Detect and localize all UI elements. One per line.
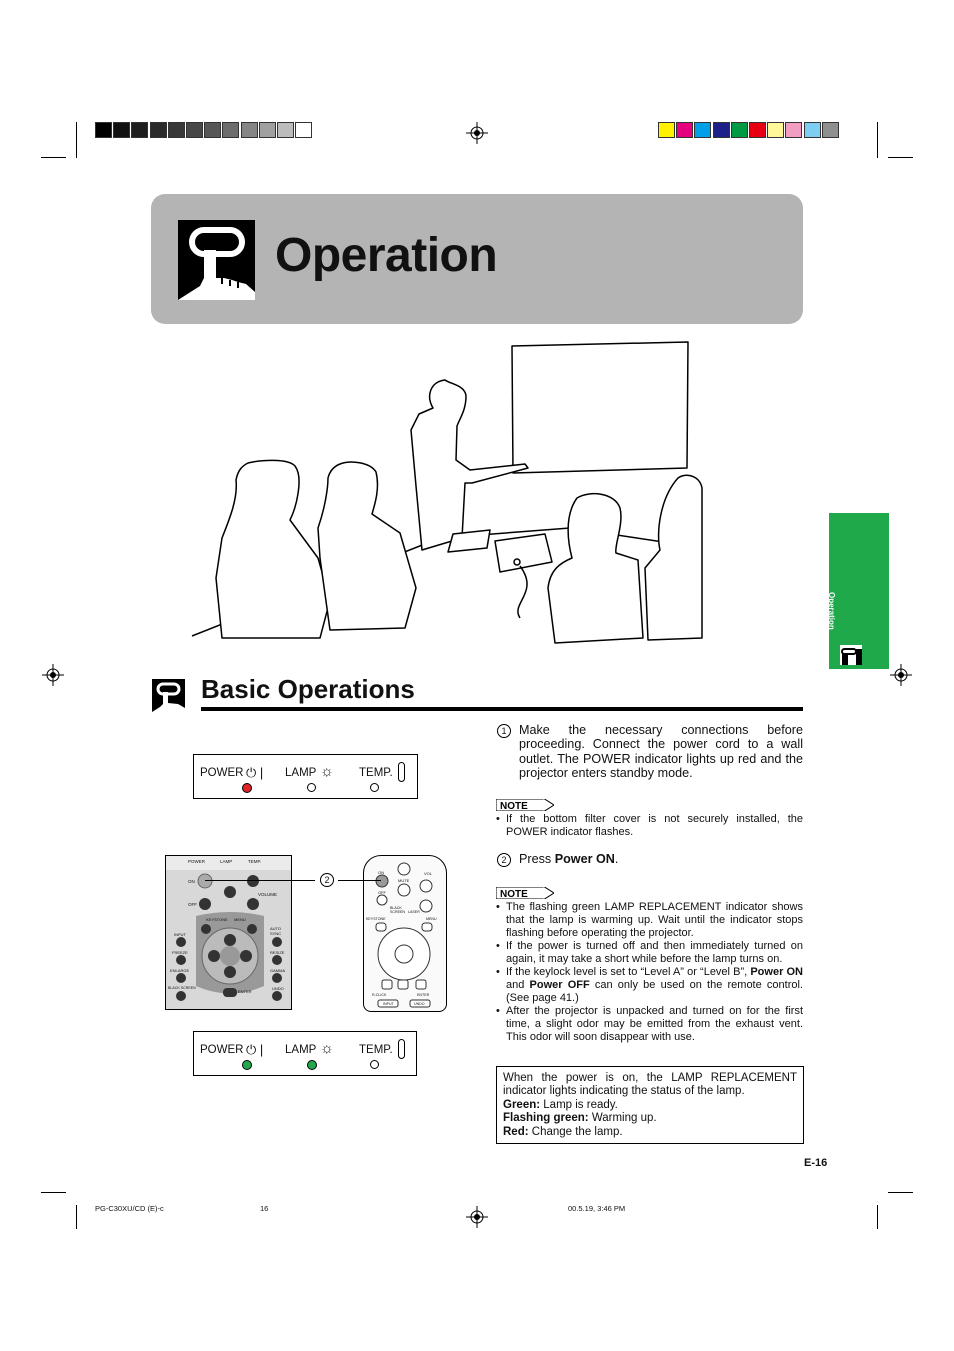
step-text-bold: Power ON	[554, 852, 615, 866]
remote-label-off: OFF	[378, 890, 386, 895]
chapter-title: Operation	[275, 229, 498, 282]
temp-led	[370, 1060, 379, 1069]
remote-label-r-click: R-CLICK	[372, 993, 387, 997]
indicator-panel-ready	[193, 1031, 417, 1076]
callout-line	[205, 880, 315, 881]
keypad-label-on: ON	[188, 879, 195, 884]
keypad-label-resize: RESIZE	[270, 950, 285, 955]
footer-file: PG-C30XU/CD (E)-c	[95, 1204, 164, 1213]
keypad-label-input: INPUT	[174, 932, 186, 937]
color-swatch	[785, 122, 802, 138]
color-swatch	[295, 122, 312, 138]
lamp-status-box	[496, 1066, 804, 1144]
lamp-label: LAMP	[285, 767, 317, 779]
color-swatch	[658, 122, 675, 138]
svg-text:NOTE: NOTE	[500, 889, 528, 899]
keypad-label-power: POWER	[188, 859, 206, 864]
keypad-label-keystone: KEYSTONE	[206, 917, 228, 922]
thermometer-icon	[398, 1039, 405, 1059]
color-swatch	[749, 122, 766, 138]
note-tag	[496, 799, 554, 811]
color-swatch	[241, 122, 258, 138]
presentation-illustration	[190, 338, 705, 650]
color-swatch	[186, 122, 203, 138]
footer-page: 16	[260, 1204, 269, 1213]
remote-label-undo: UNDO	[414, 1002, 425, 1006]
step-number: 2	[497, 853, 511, 867]
color-swatch	[676, 122, 693, 138]
svg-text:NOTE: NOTE	[500, 801, 528, 811]
note-item: • The flashing green LAMP REPLACEMENT indicator shows that the lamp is warming up. Wait until the indicator stops flashing before operating the projector.	[496, 901, 803, 940]
lamp-status-flashing: Flashing green: Warming up.	[503, 1112, 657, 1125]
step-number: 1	[497, 724, 511, 738]
section-rule	[201, 707, 803, 711]
lamp-led-green	[307, 1060, 317, 1070]
keypad-label-undo: UNDO	[272, 986, 284, 991]
side-tab-icon	[840, 645, 862, 665]
keypad-label-freeze: FREEZE	[172, 950, 188, 955]
keypad-label-off: OFF	[188, 902, 197, 907]
keypad-label-enlarge: ENLARGE	[170, 968, 190, 973]
color-swatch	[694, 122, 711, 138]
projector-keypad	[165, 855, 292, 1010]
note-item: • If the keylock level is set to “Level A” or “Level B”, Power ON and Power OFF can only be used on the remote control. (See page 41.)	[496, 966, 803, 1005]
keypad-label-black-screen: BLACK SCREEN	[168, 986, 196, 990]
color-swatch	[713, 122, 730, 138]
keypad-label-lamp: LAMP	[220, 859, 233, 864]
color-swatch	[259, 122, 276, 138]
color-swatch	[222, 122, 239, 138]
remote-label-laser: LASER	[408, 910, 420, 914]
registration-mark-left	[42, 664, 64, 686]
color-swatch	[731, 122, 748, 138]
side-tab-label: Operation	[827, 592, 836, 630]
power-icon: ⏻ |	[246, 765, 264, 780]
lamp-led	[307, 783, 316, 792]
registration-mark-bottom	[466, 1206, 488, 1228]
note-1-list	[496, 813, 803, 839]
keypad-label-volume: VOLUME	[258, 892, 278, 897]
step-2	[497, 852, 803, 866]
step-text-suffix: .	[614, 852, 619, 866]
color-swatch	[204, 122, 221, 138]
step-text-prefix: Press	[519, 852, 555, 866]
step-text	[519, 852, 803, 866]
note-item: • After the projector is unpacked and turned on for the first time, a slight odor may be emitted from the exhaust vent. This odor will soon disappear with use.	[496, 1005, 803, 1044]
thermometer-icon	[398, 762, 405, 782]
note-tag	[496, 887, 554, 899]
remote-control	[363, 855, 447, 1012]
color-swatch	[277, 122, 294, 138]
temp-led	[370, 783, 379, 792]
color-swatch	[168, 122, 185, 138]
remote-label-keystone: KEYSTONE	[366, 917, 386, 921]
remote-label-menu: MENU	[426, 917, 437, 921]
step-text: Make the necessary connections before proceeding. Connect the power cord to a wall outlet. The POWER indicator lights up red and the projector enters standby mode.	[519, 723, 803, 780]
remote-label-vol: VOL	[424, 871, 433, 876]
note-item: • If the power is turned off and then immediately turned on again, it may take a short while before the lamp turns on.	[496, 940, 803, 966]
color-swatch	[767, 122, 784, 138]
registration-mark-top	[466, 122, 488, 144]
power-led-red	[242, 783, 252, 793]
color-swatch	[822, 122, 839, 138]
lamp-label: LAMP	[285, 1044, 317, 1056]
power-led-green	[242, 1060, 252, 1070]
lamp-status-red: Red: Change the lamp.	[503, 1125, 623, 1138]
keypad-label-menu: MENU	[234, 917, 246, 922]
power-icon: ⏻ |	[246, 1042, 264, 1057]
registration-mark-right	[890, 664, 912, 686]
step-1	[497, 723, 803, 780]
remote-label-on: ON	[378, 870, 384, 875]
operation-hand-icon	[178, 220, 255, 300]
callout-line-remote	[338, 880, 381, 881]
temp-label: TEMP.	[359, 767, 393, 779]
power-label: POWER	[200, 1044, 244, 1056]
keypad-label-gamma: GAMMA	[270, 968, 286, 973]
lamp-icon: ☼	[320, 763, 334, 780]
page-number: E-16	[804, 1157, 828, 1169]
lamp-icon: ☼	[320, 1040, 334, 1057]
remote-label-mute: MUTE	[398, 878, 410, 883]
section-title: Basic Operations	[201, 674, 415, 704]
lamp-status-intro: When the power is on, the LAMP REPLACEMENT indicator lights indicating the status of the lamp.	[503, 1072, 797, 1098]
color-swatch	[131, 122, 148, 138]
color-swatch	[150, 122, 167, 138]
color-swatch	[113, 122, 130, 138]
indicator-panel-standby	[193, 754, 418, 799]
temp-label: TEMP.	[359, 1044, 393, 1056]
lamp-status-green: Green: Lamp is ready.	[503, 1098, 618, 1111]
remote-label-black-screen: BLACK SCREEN	[390, 906, 405, 914]
keypad-label-enter: ENTER	[238, 989, 252, 994]
basic-operations-icon	[152, 679, 185, 712]
color-swatch	[95, 122, 112, 138]
callout-number: 2	[320, 873, 334, 887]
remote-label-input: INPUT	[383, 1002, 394, 1006]
keypad-label-auto-sync: AUTO SYNC	[270, 926, 282, 936]
keypad-label-temp: TEMP.	[248, 859, 262, 864]
note-2-list	[496, 901, 803, 1044]
power-label: POWER	[200, 767, 244, 779]
footer-timestamp: 00.5.19, 3:46 PM	[568, 1204, 626, 1213]
remote-label-enter: ENTER	[417, 993, 430, 997]
color-swatch	[804, 122, 821, 138]
note-item: • If the bottom filter cover is not securely installed, the POWER indicator flashes.	[496, 813, 803, 839]
